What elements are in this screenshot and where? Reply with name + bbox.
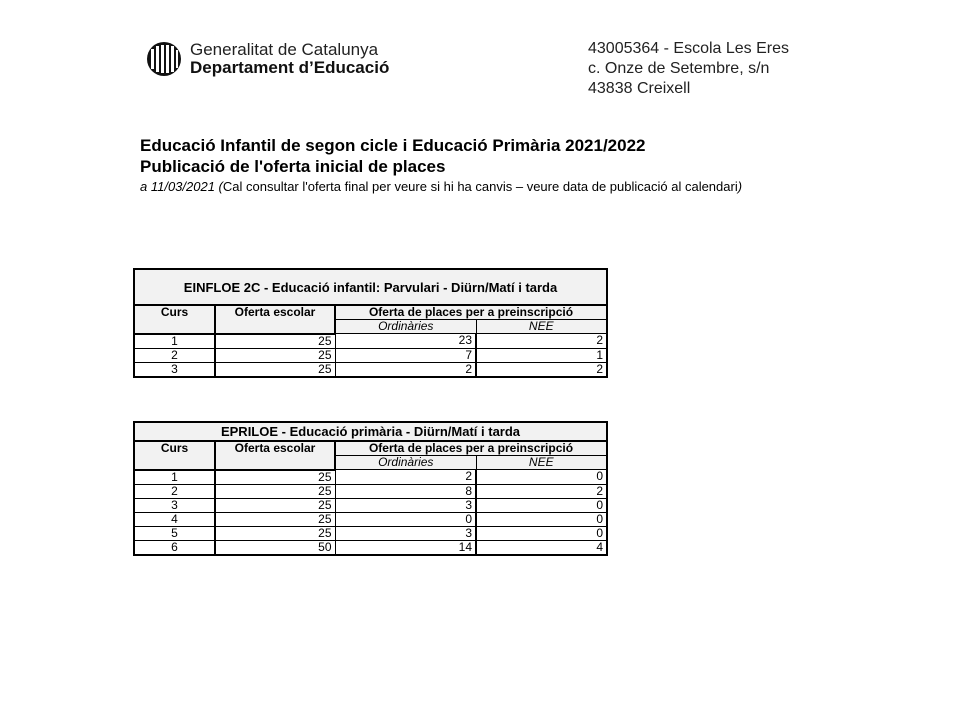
cell-nee: 0 [476,498,607,512]
logo-line-2: Departament d’Educació [190,58,390,77]
cell-curs: 5 [134,526,215,540]
cell-ordinaries: 7 [335,348,476,362]
document-subtitle-title: Publicació de l'oferta inicial de places [140,157,446,176]
cell-ordinaries: 3 [335,526,476,540]
cell-oferta: 25 [215,362,335,377]
cell-curs: 2 [134,484,215,498]
cell-ordinaries: 2 [335,470,476,485]
table-row [134,512,607,526]
col-header-preinscripcio: Oferta de places per a preinscripció [335,441,607,456]
address-line-1: 43005364 - Escola Les Eres [588,40,790,57]
school-address [588,39,789,99]
generalitat-logo [146,41,389,77]
cell-oferta: 25 [215,470,335,485]
table-row [134,540,607,555]
einfloe-places-table [133,268,608,378]
cell-oferta: 25 [215,498,335,512]
col-header-curs: Curs [134,441,215,470]
cell-nee: 2 [476,484,607,498]
table-row [134,348,607,362]
col-header-oferta: Oferta escolar [215,305,335,334]
publication-note [140,178,742,196]
generalitat-emblem-icon [146,41,182,77]
cell-nee: 1 [476,348,607,362]
cell-nee: 4 [476,540,607,555]
cell-nee: 0 [476,470,607,485]
cell-ordinaries: 3 [335,498,476,512]
address-line-3: 43838 Creixell [588,80,691,97]
cell-ordinaries: 0 [335,512,476,526]
col-subheader-ordinaries: Ordinàries [335,320,476,334]
cell-oferta: 25 [215,348,335,362]
cell-oferta: 25 [215,334,335,349]
logo-line-1: Generalitat de Catalunya [190,40,379,59]
cell-curs: 6 [134,540,215,555]
cell-curs: 1 [134,334,215,349]
col-subheader-nee: NEE [476,320,607,334]
col-subheader-nee: NEE [476,456,607,470]
cell-ordinaries: 2 [335,362,476,377]
table-row [134,334,607,349]
col-subheader-ordinaries: Ordinàries [335,456,476,470]
cell-curs: 1 [134,470,215,485]
col-header-oferta: Oferta escolar [215,441,335,470]
cell-curs: 4 [134,512,215,526]
publication-note-text: Cal consultar l'oferta final per veure si hi ha canvis – veure data de publicació al calendari [222,179,738,194]
cell-nee: 0 [476,526,607,540]
table-row [134,484,607,498]
table-caption: EINFLOE 2C - Educació infantil: Parvulari - Diürn/Matí i tarda [134,269,607,305]
cell-ordinaries: 23 [335,334,476,349]
col-header-preinscripcio: Oferta de places per a preinscripció [335,305,607,320]
table-row [134,362,607,377]
epriloe-places-table [133,421,608,556]
cell-ordinaries: 14 [335,540,476,555]
cell-oferta: 50 [215,540,335,555]
table-row [134,470,607,485]
publication-note-end: ) [737,179,743,194]
col-header-curs: Curs [134,305,215,334]
document-title: Educació Infantil de segon cicle i Educació Primària 2021/2022 [140,136,646,155]
cell-ordinaries: 8 [335,484,476,498]
table-caption: EPRILOE - Educació primària - Diürn/Matí i tarda [134,422,607,441]
cell-oferta: 25 [215,512,335,526]
cell-curs: 3 [134,498,215,512]
cell-curs: 2 [134,348,215,362]
cell-nee: 0 [476,512,607,526]
cell-nee: 2 [476,334,607,349]
cell-nee: 2 [476,362,607,377]
document-heading [140,135,742,196]
table-row [134,498,607,512]
cell-curs: 3 [134,362,215,377]
cell-oferta: 25 [215,526,335,540]
cell-oferta: 25 [215,484,335,498]
publication-date: a 11/03/2021 ( [140,179,223,194]
table-row [134,526,607,540]
address-line-2: c. Onze de Setembre, s/n [588,60,770,77]
